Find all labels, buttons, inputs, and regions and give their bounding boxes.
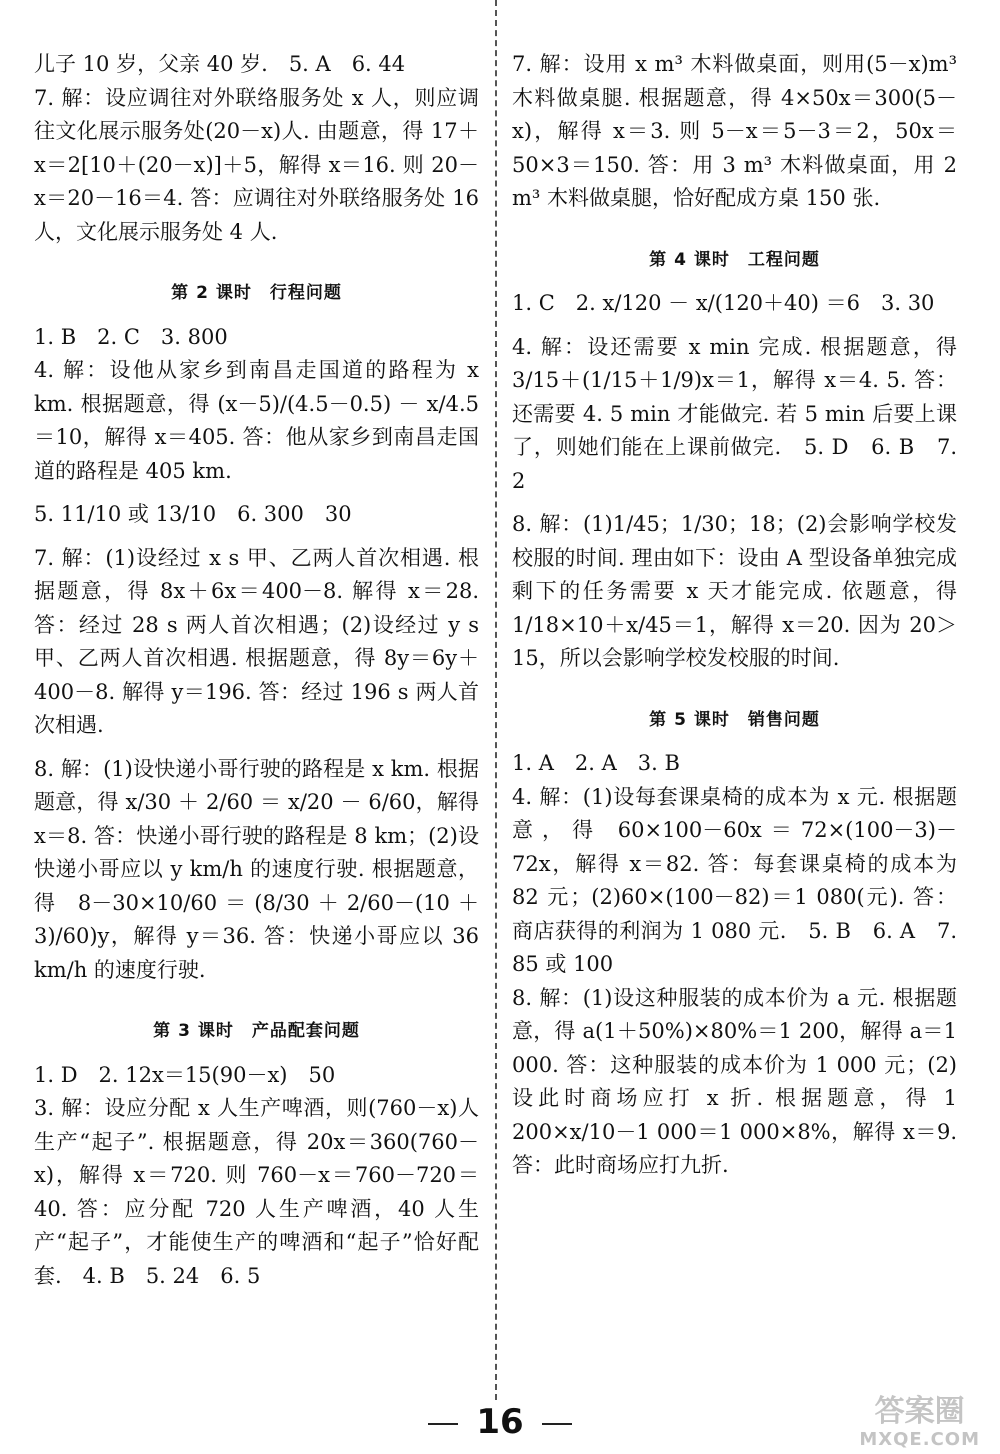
footer-dash (542, 1423, 572, 1425)
answer-paragraph: 8. 解：(1)1/45；1/30；18；(2)会影响学校发校服的时间. 理由如下：设由 A 型设备单独完成剩下的任务需要 x 天才能完成. 依题意，得 1/18×10＋x/45＝1，解得 x＝20. 因为 20＞15，所以会影响学校发校服的时间. (512, 512, 957, 670)
section-heading: 第 3 课时 产品配套问题 (153, 1021, 360, 1041)
answer-paragraph: 8. 解：(1)设这种服装的成本价为 a 元. 根据题意，得 a(1＋50%)×80%＝1 200，解得 a＝1 000. 答：这种服装的成本价为 1 000 元；(2)设此时商场应打 x 折. 根据题意，得 1 200×x/10－1 000＝1 000×8%，解得 x＝9. 答：此时商场应打九折. (512, 985, 957, 1177)
watermark-url: MXQE.COM (859, 1429, 980, 1450)
section-heading: 第 5 课时 销售问题 (649, 709, 820, 730)
answer-paragraph: 7. 解：设用 x m³ 木料做桌面，则用(5－x)m³ 木料做桌腿. 根据题意，得 4×50x＝300(5－x)，解得 x＝3. 则 5－x＝5－3＝2，50x＝50×3＝150. 答：用 3 m³ 木料做桌面，用 2 m³ 木料做桌腿，恰好配成方桌 150 张. (512, 52, 957, 210)
answer-paragraph: 4. 解：(1)设每套课桌椅的成本为 x 元. 根据题意，得 60×100－60x＝72×(100－3)－72x，解得 x＝82. 答：每套课桌椅的成本为 82 元；(2)60×(100－82)＝1 080(元). 答：商店获得的利润为 1 080 元. 5. B 6. A 7. 85 或 100 (512, 784, 957, 976)
answer-paragraph: 4. 解：设还需要 x min 完成. 根据题意，得 3/15＋(1/15＋1/9)x＝1，解得 x＝4. 5. 答：还需要 4. 5 min 才能做完. 若 5 min 后要上课了，则她们能在上课前做完. 5. D 6. B 7. 2 (512, 334, 957, 493)
footer-dash (428, 1423, 458, 1425)
section-heading: 第 4 课时 工程问题 (649, 249, 820, 270)
answer-paragraph: 1. D 2. 12x＝15(90－x) 50 (34, 1062, 336, 1087)
answer-paragraph: 3. 解：设应分配 x 人生产啤酒，则(760－x)人生产“起子”. 根据题意，得 20x＝360(760－x)，解得 x＝720. 则 760－x＝760－720＝40. 答：应分配 720 人生产啤酒，40 人生产“起子”，才能使生产的啤酒和“起子”恰好配套. 4. B 5. 24 6. 5 (34, 1096, 479, 1288)
answer-paragraph: 7. 解：(1)设经过 x s 甲、乙两人首次相遇. 根据题意，得 8x＋6x＝400－8. 解得 x＝28. 答：经过 28 s 两人首次相遇；(2)设经过 y s 甲、乙两人首次相遇. 根据题意，得 8y＝6y＋400－8. 解得 y＝196. 答：经过 196 s 两人首次相遇. (34, 545, 479, 737)
answer-paragraph: 7. 解：设应调往对外联络服务处 x 人，则应调往文化展示服务处(20－x)人. 由题意，得 17＋x＝2[10＋(20－x)]＋5，解得 x＝16. 则 20－x＝20－16＝4. 答：应调往对外联络服务处 16 人，文化展示服务处 4 人. (34, 85, 479, 244)
watermark-title: 答案圈 (874, 1394, 965, 1429)
answer-paragraph: 1. C 2. x/120 － x/(120＋40) ＝6 3. 30 (512, 291, 935, 315)
watermark-logo (859, 1394, 980, 1454)
left-column (34, 48, 479, 1293)
answer-paragraph: 儿子 10 岁，父亲 40 岁. 5. A 6. 44 (34, 52, 406, 76)
answer-paragraph: 1. B 2. C 3. 800 (34, 324, 228, 349)
section-heading: 第 2 课时 行程问题 (171, 283, 342, 303)
page-footer (0, 1402, 1000, 1442)
answer-paragraph: 5. 11/10 或 13/10 6. 300 30 (34, 502, 352, 526)
answer-paragraph: 8. 解：(1)设快递小哥行驶的路程是 x km. 根据题意，得 x/30 ＋ 2/60 ＝ x/20 － 6/60，解得 x＝8. 答：快递小哥行驶的路程是 8 km；(2)设快递小哥应以 y km/h 的速度行驶. 根据题意，得 8－30×10/60＝(8/30＋2/60－(10＋3)/60)y，解得 y＝36. 答：快递小哥应以 36 km/h 的速度行驶. (34, 756, 479, 982)
answer-paragraph: 1. A 2. A 3. B (512, 751, 680, 775)
page-number: 16 (476, 1402, 524, 1442)
right-column (512, 48, 957, 1183)
answer-paragraph: 4. 解：设他从家乡到南昌走国道的路程为 x km. 根据题意，得 (x－5)/(4.5－0.5) － x/4.5 ＝10，解得 x＝405. 答：他从家乡到南昌走国道的路程是 405 km. (34, 358, 479, 483)
column-divider (495, 0, 497, 1400)
